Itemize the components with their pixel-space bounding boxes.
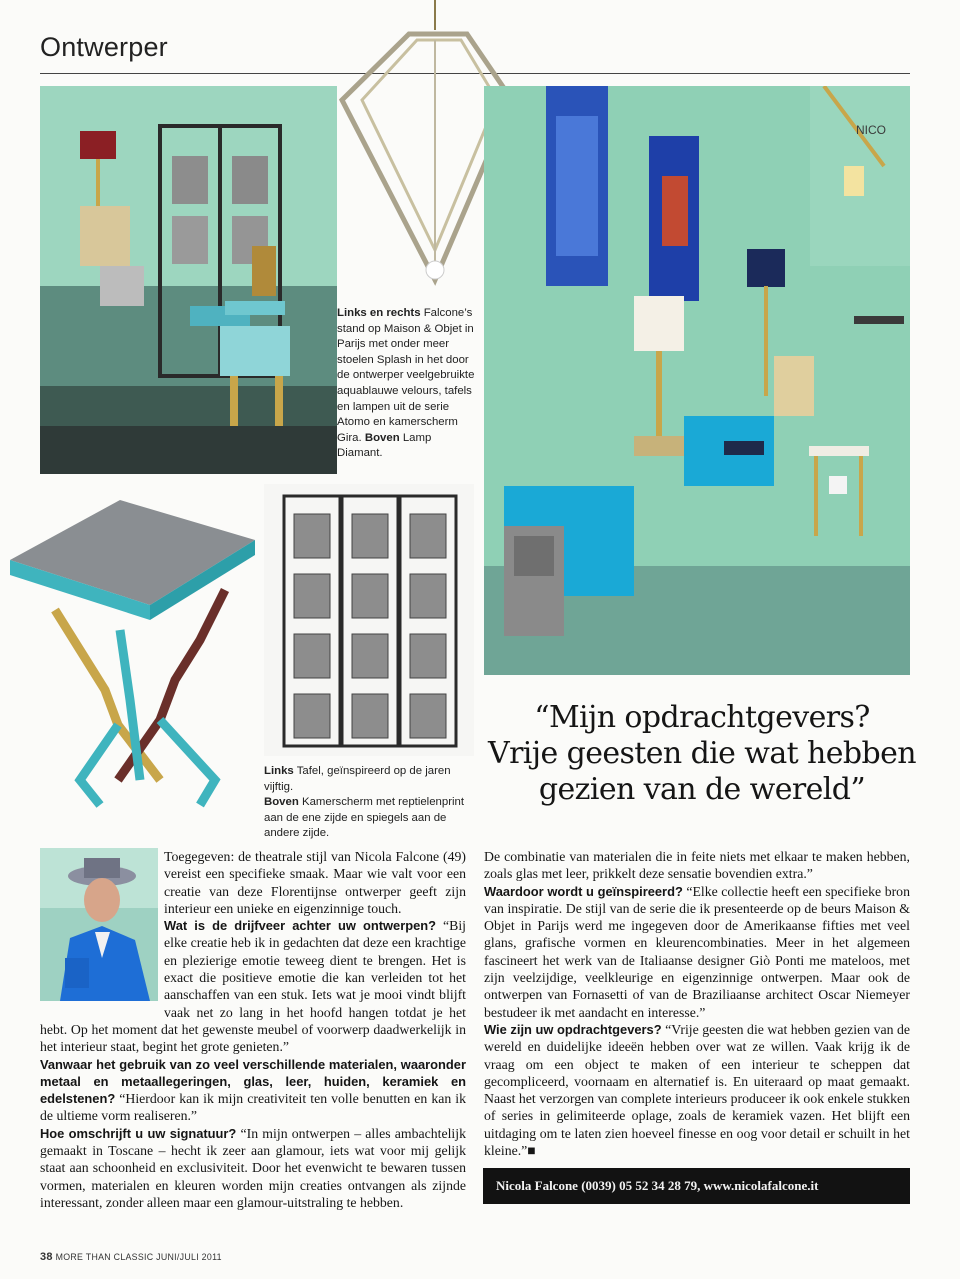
contact-bar: Nicola Falcone (0039) 05 52 34 28 79, www.nicolafalcone.it bbox=[483, 1168, 910, 1204]
photo-reptile-screen bbox=[264, 484, 474, 756]
caption-text: Falcone’s stand op Maison & Objet in Parijs met onder meer stoelen Splash in het door de ontwerper veelgebruikte aquablauwe velours, tafels en lampen uit de serie Atomo en kamerscherm Gira. bbox=[337, 307, 475, 444]
answer-inspiration: “Elke collectie heeft een specifieke bron van inspiratie. De stijl van de serie die ik presenteerde op de beurs Maison & Objet in Parijs werd me ingegeven door de Amerikaanse fifties met veel glans, grafische vormen en kleurencombinaties. Meer in het algemeen fascineert het werk van de Italiaanse designer Giò Ponti me mateloos, met zijn veelzijdige, veelkleurige en eigenzinnige ontwerpen. Maar ook de ontwerpen van Fornasetti of van de Braziliaanse architect Oscar Niemeyer bestudeer ik met aandacht en interesse.” bbox=[484, 883, 910, 1020]
caption2-lead-2: Boven bbox=[264, 796, 299, 809]
answer-clients: “Vrije geesten die wat hebben gezien van de wereld en duidelijke ideeën hebben over wat ze willen. Vaak krijg ik de vraag om een object te maken of een interieur te scheppen dat gecompliceerd, voornaam en alternatief is. En uiteraard op maat gemaakt. Naast het verzorgen van complete interieurs produceer ik ook enkele stukken of series in gelimiteerde oplage, zoals de keramiek vazen. Het blijft een uitdaging om te laten zien hoeveel finesse en oog voor detail er schuilt in het kleine.” bbox=[484, 1021, 910, 1159]
caption-lead: Links en rechts bbox=[337, 307, 421, 319]
end-mark: ■ bbox=[527, 1143, 536, 1159]
brand-signage: NICO bbox=[856, 123, 886, 137]
caption-lead-2: Boven bbox=[364, 431, 400, 444]
section-label: Ontwerper bbox=[40, 32, 168, 62]
answer-drive: “Bij elke creatie heb ik in gedachten dat deze een krachtige en plezierige emotie teweeg dient te brengen. Het is exact die positieve emotie die kan verleiden tot het aanschaffen van een stuk. Iets wat je mooi vindt blijft vaak net zo lang in het hoofd hangen totdat je het hebt. Op het moment dat het gewenste meubel of voorwerp daadwerkelijk in het interieur staat, begint het grote genieten.” bbox=[40, 918, 466, 1055]
magazine-name: MORE THAN CLASSIC bbox=[55, 1252, 154, 1262]
photo-showroom-stand bbox=[40, 86, 337, 474]
photo-teal-table bbox=[0, 480, 258, 818]
caption2-text-2: Kamerscherm met reptielenprint aan de ene zijde en spiegels aan de andere zijde. bbox=[264, 796, 465, 840]
caption2-lead: Links bbox=[264, 765, 294, 777]
answer-materials: “Hierdoor kan ik mijn creativiteit ten volle benutten en kan ik de ultieme vorm realiseren.” bbox=[40, 1091, 466, 1124]
page-footer bbox=[40, 1251, 222, 1263]
question-materials: Vanwaar het gebruik van zo veel verschillende materialen, waaronder metaal en metaallegeringen, glas, leer, huiden, keramiek en edelstenen? bbox=[40, 1056, 466, 1107]
continued-paragraph: De combinatie van materialen die in feite niets met elkaar te maken hebben, zoals glas met leer, prikkelt deze sensatie bovendien extra.” bbox=[484, 849, 910, 882]
caption-text-2: Lamp Diamant. bbox=[337, 431, 432, 460]
page-number: 38 bbox=[40, 1251, 53, 1263]
pull-quote-line-3: gezien van de wereld” bbox=[538, 772, 866, 807]
article-left-column bbox=[40, 848, 466, 1211]
caption-table-screen bbox=[264, 764, 476, 842]
caption2-text: Tafel, geïnspireerd op de jaren vijftig. bbox=[264, 765, 451, 793]
answer-signature: “In mijn ontwerpen – alles ambachtelijk gemaakt in Toscane – hecht ik zeer aan glamour, iets wat voor mij gelijk staat aan schoonheid en exclusiviteit. Door het evenwicht te bewaren tussen vormen, materialen en kleuren worden mijn creaties ontvangen als zijnde interessant, zonder alleen maar een glamour-uitstraling te hebben. bbox=[40, 1125, 466, 1210]
question-drive: Wat is de drijfveer achter uw ontwerpen? bbox=[164, 918, 437, 934]
question-signature: Hoe omschrijft u uw signatuur? bbox=[40, 1125, 237, 1141]
pull-quote bbox=[482, 700, 922, 808]
caption-showroom bbox=[337, 306, 479, 462]
portrait-float-spacer bbox=[40, 848, 164, 1004]
photo-showroom-blue-chairs bbox=[484, 86, 910, 675]
pull-quote-line-1: “Mijn opdrachtgevers? bbox=[534, 700, 870, 735]
issue-date: JUNI/JULI 2011 bbox=[156, 1252, 222, 1262]
article-right-column bbox=[484, 848, 910, 1159]
intro-paragraph: Toegegeven: de theatrale stijl van Nicola Falcone (49) vereist een specifieke smaak. Maar wie valt voor een creatie van deze Florentijnse ontwerper geeft zijn interieur een unieke en eigenzinnige touch. bbox=[164, 849, 466, 916]
pull-quote-line-2: Vrije geesten die wat hebben bbox=[488, 736, 916, 771]
question-clients: Wie zijn uw opdrachtgevers? bbox=[484, 1021, 662, 1037]
question-inspiration: Waardoor wordt u geïnspireerd? bbox=[484, 883, 683, 899]
